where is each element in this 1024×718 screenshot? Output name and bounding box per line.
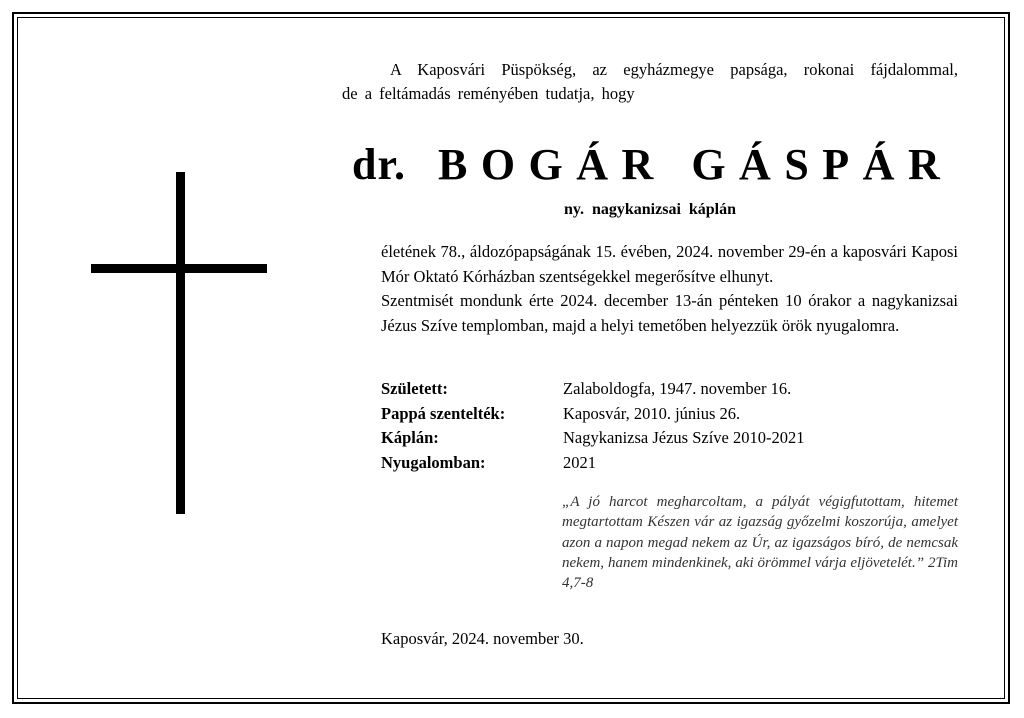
intro-line-1: A Kaposvári Püspökség, az egyházmegye papsága, rokonai fájdalommal, bbox=[390, 60, 958, 79]
detail-value: 2021 bbox=[563, 452, 596, 472]
announcement-body bbox=[381, 240, 958, 338]
detail-row-born bbox=[381, 377, 958, 402]
closing-place-date: Kaposvár, 2024. november 30. bbox=[381, 629, 584, 648]
intro-line-2: de a feltámadás reményében tudatja, hogy bbox=[342, 84, 635, 103]
detail-row-retired bbox=[381, 451, 958, 476]
inner-border bbox=[17, 17, 1005, 699]
detail-row-chaplain bbox=[381, 426, 958, 451]
detail-label: Káplán: bbox=[381, 428, 439, 447]
name-full: BOGÁR GÁSPÁR bbox=[437, 140, 954, 189]
detail-value: Nagykanizsa Jézus Szíve 2010-2021 bbox=[563, 428, 805, 447]
detail-label: Született: bbox=[381, 379, 448, 398]
cross-vertical-bar bbox=[176, 172, 185, 514]
detail-value: Zalaboldogfa, 1947. november 16. bbox=[563, 379, 792, 398]
detail-row-ordained bbox=[381, 402, 958, 427]
biography-details bbox=[381, 377, 958, 475]
cross-horizontal-bar bbox=[91, 264, 267, 273]
bible-quote: „A jó harcot megharcoltam, a pályát végigfutottam, hitemet megtartottam Készen vár az igazság győzelmi koszorúja, amelyet azon a napon megad nekem az Úr, az igazságos bíró, de nemcsak nekem, hanem mindenkinek, aki örömmel várja eljövetelét.” 2Tim 4,7-8 bbox=[562, 494, 958, 592]
detail-value: Kaposvár, 2010. június 26. bbox=[563, 403, 741, 423]
death-paragraph: életének 78., áldozópapságának 15. évében, 2024. november 29-én a kaposvári Kaposi Mór Oktató Kórházban szentségekkel megerősítve elhunyt. bbox=[381, 242, 958, 286]
announcement-intro bbox=[342, 58, 958, 106]
name-prefix: dr. bbox=[352, 140, 406, 189]
detail-label: Nyugalomban: bbox=[381, 452, 486, 472]
mass-paragraph: Szentmisét mondunk érte 2024. december 13-án pénteken 10 órakor a nagykanizsai Jézus Szíve templomban, majd a helyi temetőben helyezzük örök nyugalomra. bbox=[381, 291, 958, 335]
deceased-name bbox=[352, 140, 952, 190]
detail-label: Pappá szentelték: bbox=[381, 403, 506, 423]
deceased-title: ny. nagykanizsai káplán bbox=[563, 201, 737, 218]
